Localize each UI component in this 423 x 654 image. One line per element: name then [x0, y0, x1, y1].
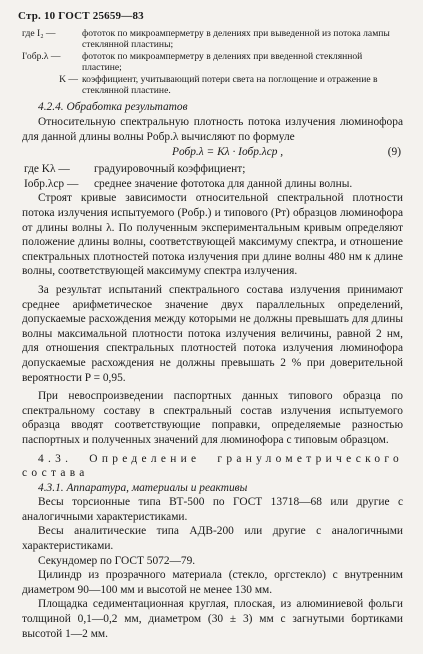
list-item: Весы аналитические типа АДВ-200 или другие с аналогичными характеристиками.	[22, 525, 403, 553]
definition-symbol: K —	[59, 73, 78, 85]
definition-symbol: Iобр.λср —	[24, 177, 79, 190]
definition-symbol: где Kλ —	[24, 163, 70, 176]
definition-text: коэффициент, учитывающий потери света на поглощение и отражение в стеклянной пластине.	[82, 73, 378, 97]
definition-text: градуировочный коэффициент;	[94, 163, 246, 176]
formula-number: (9)	[387, 146, 401, 159]
definitions-top	[22, 28, 403, 96]
list-item: Площадка седиментационная круглая, плоская, из алюминиевой фольги толщиной 0,1—0,2 мм, диаметром (30 ± 3) мм с загнутыми бортиками высотой 1—2 мм.	[22, 598, 403, 640]
definition-row	[22, 177, 403, 192]
section-heading-4-3: 4.3. Определение гранулометрического состава	[22, 452, 403, 480]
definition-symbol: где I₂ —	[22, 28, 56, 39]
paragraph-test-result: За результат испытаний спектрального состава излучения принимают среднее арифметическое значение двух параллельных определений, допускаемые расхождения между которыми не должны превышать для длины волны максимальной плотности потока излучения величины, равной 2 нм, для отношения спектральных плотностей потока излучения люминофора допускаемые расхождения не должны превышать 2 % при доверительной вероятности P = 0,95.	[22, 283, 403, 384]
definition-symbol: I'обр.λ —	[22, 50, 61, 62]
paragraph-correction: При невоспроизведении паспортных данных типового образца по спектральному составу в спектральный состав излучения испытуемого образца вводят соответствующие поправки, определяемые разностью паспортных и полученных значений для люминофора с типовым образцом.	[22, 390, 403, 446]
list-item: Весы торсионные типа ВТ-500 по ГОСТ 13718—68 или другие с аналогичными характеристиками.	[22, 496, 403, 523]
definition-text: фототок по микроамперметру в делениях при введенной стеклянной пластине;	[82, 50, 363, 74]
definition-row	[22, 162, 403, 177]
paragraph-spectral-curves: Строят кривые зависимости относительной спектральной плотности потока излучения испытуемого (Pобр.) и типового (Pт) образцов люминофора от длины волны λ. По полученным экспериментальным кривым определяют положение длины волны, соответствующей максимуму спектра, и отношение спектральных плотностей потока излучения при длине волны 480 нм к длине волны, соответствующей максимуму спектра излучения.	[22, 192, 403, 278]
definition-text: фототок по микроамперметру в делениях при выведенной из потока лампы стеклянной пластины;	[82, 28, 390, 51]
formula-expression: Pобр.λ = Kλ · Iобр.λср ,	[172, 146, 284, 159]
list-item: Секундомер по ГОСТ 5072—79.	[38, 554, 196, 567]
list-item: Цилиндр из прозрачного материала (стекло, оргстекло) с внутренним диаметром 90—100 мм и высотой не менее 130 мм.	[22, 569, 403, 596]
page-header: Стр. 10 ГОСТ 25659—83	[18, 10, 144, 22]
paragraph-4-2-4: Относительную спектральную плотность потока излучения люминофора для данной длины волны Pобр.λ вычисляют по формуле	[22, 116, 403, 143]
definitions-bottom	[22, 162, 403, 191]
section-heading-4-2-4: 4.2.4. Обработка результатов	[38, 101, 188, 114]
definition-row	[22, 51, 403, 74]
definition-row	[22, 74, 403, 97]
definition-text: среднее значение фототока для данной длины волны.	[94, 177, 353, 190]
section-heading-4-3-1: 4.3.1. Аппаратура, материалы и реактивы	[38, 481, 248, 494]
formula-9	[22, 145, 403, 160]
definition-row	[22, 28, 403, 51]
